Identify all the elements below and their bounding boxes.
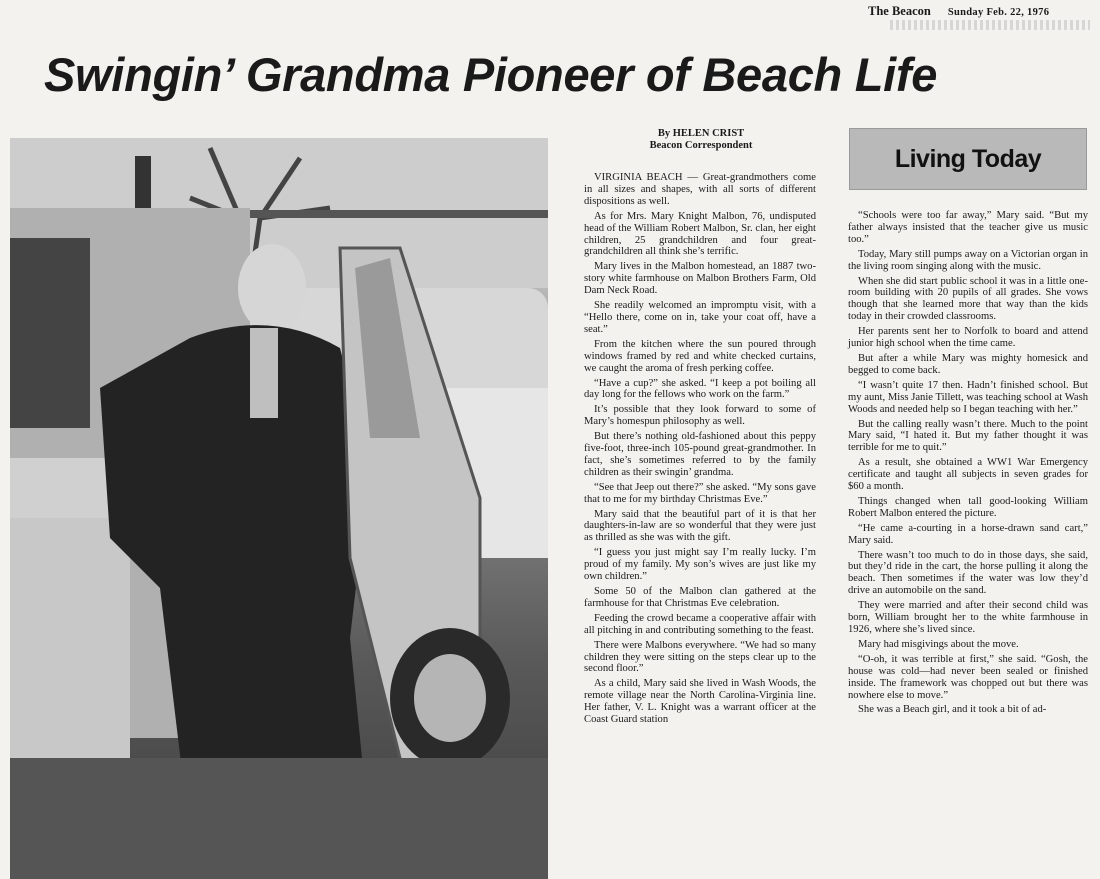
paragraph: “See that Jeep out there?” she asked. “My sons gave that to me for my birthday Christmas Eve.”	[584, 481, 816, 505]
paragraph: It’s possible that they look forward to some of Mary’s homespun philosophy as well.	[584, 404, 816, 428]
paragraph: But after a while Mary was mighty homesick and begged to come back.	[848, 352, 1088, 376]
paragraph: She was a Beach girl, and it took a bit of ad-	[858, 704, 1047, 716]
paragraph: “Have a cup?” she asked. “I keep a pot boiling all day long for the fellows who work on the farm.”	[584, 377, 816, 401]
paragraph: Some 50 of the Malbon clan gathered at the farmhouse for that Christmas Eve celebration.	[584, 586, 816, 609]
paragraph: But the calling really wasn’t there. Much to the point Mary said, “I hated it. But my father thought it was terrible for me to quit.”	[848, 418, 1088, 454]
paragraph: Mary said that the beautiful part of it is that her daughters-in-law are so wonderful that they were just as thrilled as she was with the gift.	[584, 508, 816, 544]
paragraph: VIRGINIA BEACH — Great-grandmothers come in all sizes and shapes, with all sorts of different dispositions as well.	[584, 172, 816, 207]
paragraph: “O-oh, it was terrible at first,” she said. “Gosh, the house was cold—had never been sealed or finished inside. The framework was chopped out but there was nowhere else to move.”	[848, 653, 1088, 701]
masthead	[868, 4, 1098, 19]
headline: Swingin’ Grandma Pioneer of Beach Life	[44, 48, 938, 101]
paragraph: As a child, Mary said she lived in Wash Woods, the remote village near the North Carolina-Virginia line. Her father, V. L. Knight was a warrant officer at the Coast Guard station	[584, 678, 816, 726]
issue-date: Sunday Feb. 22, 1976	[947, 7, 1050, 18]
byline	[586, 128, 816, 152]
paragraph: As a result, she obtained a WW1 War Emergency certificate and taught all subjects in seven grades for $60 a month.	[848, 457, 1088, 493]
paragraph: When she did start public school it was in a little one-room building with 20 pupils of all grades. She vows though that she learned more that way than the kids today in their crowded classrooms.	[848, 275, 1088, 323]
section-label: Living Today	[849, 128, 1087, 190]
paragraph: They were married and after their second child was born, William brought her to the white farmhouse in 1926, where she’s lived since.	[848, 600, 1088, 635]
paragraph: There wasn’t too much to do in those days, she said, but they’d ride in the cart, the horse pulling it along the beach. Then sometimes if the water was low they’d drive an automobile on the sand.	[848, 549, 1088, 597]
author-name: By HELEN CRIST	[657, 128, 745, 139]
article-column-2	[848, 210, 1088, 719]
article-photo	[10, 138, 548, 879]
paragraph: Things changed when tall good-looking William Robert Malbon entered the picture.	[848, 495, 1088, 519]
article-column-1	[584, 172, 816, 729]
paragraph: “I guess you just might say I’m really lucky. I’m proud of my family. My son’s wives are just like my own children.”	[584, 547, 816, 583]
paragraph: Feeding the crowd became a cooperative affair with all pitching in and contributing something to the feast.	[584, 612, 816, 636]
paragraph: There were Malbons everywhere. “We had so many children they were sitting on the steps clear up to the second floor.”	[584, 639, 816, 675]
print-noise	[890, 20, 1090, 30]
paragraph: “Schools were too far away,” Mary said. “But my father always insisted that the teacher give us music too.”	[848, 210, 1088, 245]
paragraph: She readily welcomed an impromptu visit, with a “Hello there, come on in, take your coat off, have a seat.”	[584, 300, 816, 335]
paragraph: Mary lives in the Malbon homestead, an 1887 two-story white farmhouse on Malbon Brothers Farm, Old Dam Neck Road.	[584, 261, 816, 297]
paper-name: The Beacon	[868, 4, 931, 18]
paragraph: From the kitchen where the sun poured through windows framed by red and white checked curtains, we caught the aroma of fresh perking coffee.	[584, 338, 816, 374]
paragraph: As for Mrs. Mary Knight Malbon, 76, undisputed head of the William Robert Malbon, Sr. clan, her eight children, 25 grandchildren and four great-grandchildren all think she’s terrific.	[584, 210, 816, 258]
paragraph: “He came a-courting in a horse-drawn sand cart,” Mary said.	[848, 522, 1088, 546]
paragraph: Mary had misgivings about the move.	[858, 638, 1019, 650]
paragraph: Today, Mary still pumps away on a Victorian organ in the living room singing along with the music.	[848, 248, 1088, 272]
author-role: Beacon Correspondent	[649, 140, 753, 151]
paragraph: Her parents sent her to Norfolk to board and attend junior high school when the time came.	[848, 326, 1088, 350]
paragraph: “I wasn’t quite 17 then. Hadn’t finished school. But my aunt, Miss Janie Tillett, was teaching school at Wash Woods and needed help so I began teaching with her.”	[848, 379, 1088, 415]
paragraph: But there’s nothing old-fashioned about this peppy five-foot, three-inch 105-pound great-grandmother. In fact, she’s sometimes referred to by the family children as their swingin’ grandma.	[584, 431, 816, 478]
